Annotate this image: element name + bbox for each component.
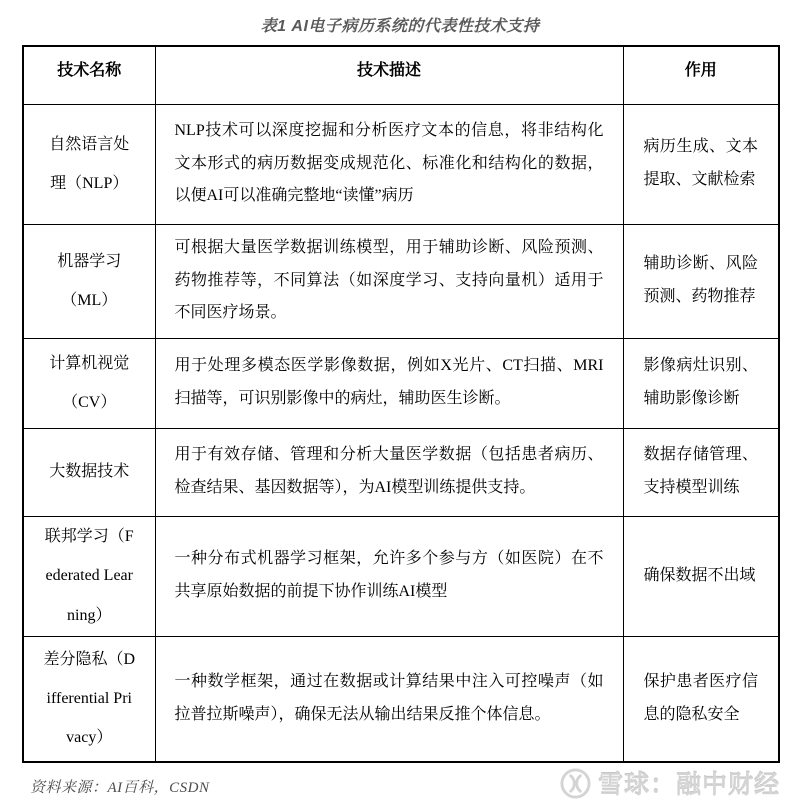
cell-description-differential-privacy: 一种数学框架，通过在数据或计算结果中注入可控噪声（如拉普拉斯噪声），确保无法从输出结果反推个体信息。 xyxy=(155,636,623,762)
tech-support-table xyxy=(22,45,780,763)
cell-role-cv: 影像病灶识别、辅助影像诊断 xyxy=(623,338,779,428)
cell-description-nlp: NLP技术可以深度挖掘和分析医疗文本的信息，将非结构化文本形式的病历数据变成规范化、标准化和结构化的数据，以便AI可以准确完整地“读懂”病历 xyxy=(155,104,623,224)
table-row-nlp xyxy=(23,104,779,224)
cell-role-ml: 辅助诊断、风险预测、药物推荐 xyxy=(623,224,779,338)
xueqiu-logo-icon xyxy=(560,768,591,799)
cell-name-cv: 计算机视觉（CV） xyxy=(23,338,155,428)
cell-role-federated-learning: 确保数据不出域 xyxy=(623,516,779,636)
cell-description-bigdata: 用于有效存储、管理和分析大量医学数据（包括患者病历、检查结果、基因数据等），为AI模型训练提供支持。 xyxy=(155,428,623,516)
cell-role-bigdata: 数据存储管理、支持模型训练 xyxy=(623,428,779,516)
cell-description-ml: 可根据大量医学数据训练模型，用于辅助诊断、风险预测、药物推荐等，不同算法（如深度学习、支持向量机）适用于不同医疗场景。 xyxy=(155,224,623,338)
table-row-bigdata xyxy=(23,428,779,516)
header-tech-name: 技术名称 xyxy=(23,46,155,104)
table-row-ml xyxy=(23,224,779,338)
table-row-cv xyxy=(23,338,779,428)
source-note: 资料来源：AI百科，CSDN xyxy=(30,780,210,796)
cell-name-ml: 机器学习（ML） xyxy=(23,224,155,338)
watermark xyxy=(560,765,780,801)
header-tech-description: 技术描述 xyxy=(155,46,623,104)
watermark-text: 雪球：融中财经 xyxy=(597,771,780,799)
table-row-federated-learning xyxy=(23,516,779,636)
cell-description-federated-learning: 一种分布式机器学习框架，允许多个参与方（如医院）在不共享原始数据的前提下协作训练AI模型 xyxy=(155,516,623,636)
cell-name-bigdata: 大数据技术 xyxy=(23,428,155,516)
header-role: 作用 xyxy=(623,46,779,104)
cell-role-differential-privacy: 保护患者医疗信息的隐私安全 xyxy=(623,636,779,762)
table-header-row xyxy=(23,46,779,104)
cell-description-cv: 用于处理多模态医学影像数据，例如X光片、CT扫描、MRI扫描等，可识别影像中的病灶，辅助医生诊断。 xyxy=(155,338,623,428)
cell-name-nlp: 自然语言处理（NLP） xyxy=(23,104,155,224)
table-row-differential-privacy xyxy=(23,636,779,762)
cell-role-nlp: 病历生成、文本提取、文献检索 xyxy=(623,104,779,224)
page-title: 表1 AI电子病历系统的代表性技术支持 xyxy=(260,18,540,35)
cell-name-federated-learning: 联邦学习（Federated Learning） xyxy=(23,516,155,636)
cell-name-differential-privacy: 差分隐私（Differential Privacy） xyxy=(23,636,155,762)
